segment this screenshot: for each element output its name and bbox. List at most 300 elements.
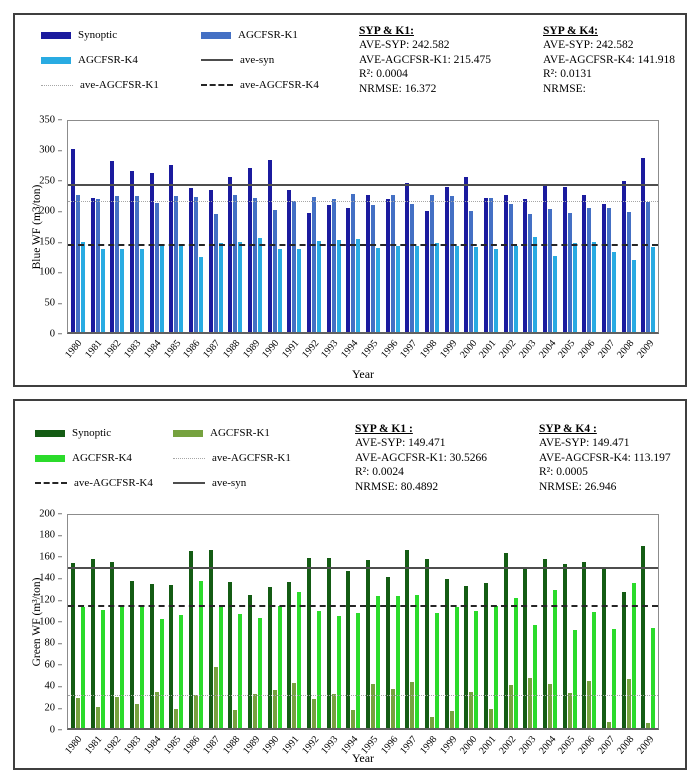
x-tick-label: 1996 — [378, 338, 401, 361]
x-tick-label: 2008 — [615, 338, 637, 361]
y-tick-label: 50 — [44, 297, 55, 309]
stats-line: R²: 0.0005 — [539, 466, 588, 478]
stats-line: AVE-SYP: 149.471 — [539, 437, 630, 449]
bar-agcfsr-k4-2000 — [474, 247, 478, 332]
bar-group-1983 — [127, 121, 147, 332]
bar-group-2001 — [481, 515, 501, 728]
stats-line: R²: 0.0024 — [355, 466, 404, 478]
bar-agcfsr-k4-1999 — [455, 246, 459, 332]
x-tick-label: 2004 — [536, 734, 558, 757]
bar-group-1997 — [402, 515, 422, 728]
x-tick-label: 1985 — [161, 338, 183, 361]
legend-swatch-agcfsr-k4 — [35, 455, 65, 462]
bar-group-2005 — [560, 121, 580, 332]
bar-group-1996 — [383, 121, 403, 332]
bar-agcfsr-k1-1981 — [96, 199, 100, 332]
bar-agcfsr-k4-1994 — [356, 613, 360, 728]
bar-agcfsr-k1-2007 — [607, 208, 611, 332]
bar-agcfsr-k1-2002 — [509, 685, 513, 728]
legend-line-ave-agcfsr-k1 — [41, 85, 73, 86]
bar-group-2009 — [638, 121, 658, 332]
legend-label: ave-AGCFSR-K1 — [80, 79, 159, 91]
bar-agcfsr-k4-1988 — [238, 614, 242, 728]
bar-agcfsr-k1-2005 — [568, 693, 572, 728]
bar-synoptic-2008 — [622, 592, 626, 728]
bar-group-1992 — [304, 121, 324, 332]
bar-agcfsr-k4-1981 — [101, 249, 105, 332]
stats-line: AVE-AGCFSR-K1: 30.5266 — [355, 451, 488, 464]
bar-synoptic-1989 — [248, 168, 252, 332]
y-tick-label: 250 — [39, 174, 55, 186]
bar-group-1986 — [186, 121, 206, 332]
x-tick-label: 1994 — [339, 338, 361, 361]
legend-label: ave-AGCFSR-K1 — [212, 452, 291, 464]
x-tick-label: 1995 — [359, 338, 381, 361]
bar-agcfsr-k4-2006 — [592, 612, 596, 728]
bar-agcfsr-k1-1986 — [194, 695, 198, 728]
bar-synoptic-2004 — [543, 186, 547, 332]
bar-synoptic-1982 — [110, 161, 114, 332]
x-tick-label: 1997 — [398, 734, 420, 757]
stats-line: R²: 0.0004 — [359, 68, 408, 80]
bar-synoptic-1991 — [287, 582, 291, 728]
bar-synoptic-1987 — [209, 190, 213, 332]
bar-agcfsr-k1-2008 — [627, 679, 631, 728]
x-axis-title: Year — [351, 751, 375, 765]
x-tick-label: 1990 — [260, 734, 282, 757]
bar-agcfsr-k1-1989 — [253, 198, 257, 332]
bar-agcfsr-k4-1998 — [435, 613, 439, 728]
y-tick-label: 80 — [44, 637, 55, 649]
x-tick-label: 2001 — [477, 338, 499, 361]
refline-ave-syn — [68, 567, 658, 569]
bar-agcfsr-k4-1999 — [455, 607, 459, 728]
bar-agcfsr-k1-2003 — [528, 678, 532, 728]
bar-agcfsr-k4-1992 — [317, 611, 321, 728]
bar-agcfsr-k1-1999 — [450, 711, 454, 728]
bar-agcfsr-k4-2000 — [474, 611, 478, 728]
x-axis-labels — [63, 334, 659, 368]
bar-agcfsr-k1-1984 — [155, 692, 159, 728]
bar-agcfsr-k4-2009 — [651, 247, 655, 332]
x-tick-label: 1985 — [161, 734, 183, 757]
stats-block — [543, 25, 700, 96]
bar-agcfsr-k4-1982 — [120, 607, 124, 728]
stats-line: NRMSE: — [543, 82, 586, 95]
legend-label: AGCFSR-K4 — [72, 452, 132, 464]
bar-agcfsr-k1-1980 — [76, 195, 80, 332]
bar-group-1998 — [422, 515, 442, 728]
bar-group-2008 — [619, 515, 639, 728]
bar-group-1983 — [127, 515, 147, 728]
bar-synoptic-2000 — [464, 586, 468, 728]
bar-synoptic-1983 — [130, 171, 134, 332]
bar-synoptic-1995 — [366, 195, 370, 332]
x-tick-label: 1986 — [181, 734, 203, 757]
bar-agcfsr-k1-2004 — [548, 209, 552, 332]
bar-group-2007 — [599, 515, 619, 728]
stats-title: SYP & K1 : — [355, 423, 413, 435]
legend-item — [41, 54, 191, 66]
bar-agcfsr-k1-2003 — [528, 214, 532, 332]
bar-group-2005 — [560, 515, 580, 728]
x-tick-label: 1983 — [122, 734, 144, 757]
y-tick-label: 150 — [39, 236, 55, 248]
legend-item — [201, 54, 351, 66]
x-tick-label: 2003 — [516, 734, 539, 757]
bar-agcfsr-k1-2009 — [646, 202, 650, 332]
bar-group-1990 — [265, 121, 285, 332]
legend-label: Synoptic — [78, 29, 118, 41]
blue-wf-chart-panel — [13, 13, 687, 387]
bar-agcfsr-k4-1984 — [160, 244, 164, 332]
bar-group-1987 — [206, 515, 226, 728]
bar-synoptic-1985 — [169, 165, 173, 332]
x-tick-label: 2008 — [615, 734, 637, 757]
stats-line: AVE-AGCFSR-K4: 113.197 — [539, 451, 671, 464]
legend-label: AGCFSR-K1 — [238, 29, 298, 41]
bar-agcfsr-k1-1993 — [332, 199, 336, 332]
bar-group-2000 — [461, 121, 481, 332]
legend-label: AGCFSR-K1 — [210, 427, 270, 439]
bar-synoptic-1994 — [346, 571, 350, 728]
x-tick-label: 2003 — [516, 338, 539, 361]
bar-synoptic-1992 — [307, 213, 311, 332]
x-tick-label: 2005 — [556, 734, 578, 757]
stats — [359, 25, 700, 96]
bar-synoptic-2004 — [543, 559, 547, 728]
y-tick-label: 60 — [44, 658, 55, 670]
legend-item — [35, 427, 163, 439]
legend-line-ave-syn — [201, 59, 233, 61]
bar-synoptic-2009 — [641, 546, 645, 728]
x-tick-label: 1998 — [418, 734, 440, 757]
refline-ave-AGCFSR-K1 — [68, 201, 658, 202]
refline-ave-AGCFSR-K1 — [68, 695, 658, 696]
stats-title: SYP & K4 : — [539, 423, 597, 435]
stats-line: AVE-SYP: 149.471 — [355, 437, 446, 449]
x-tick-label: 1981 — [82, 338, 105, 361]
bar-synoptic-1994 — [346, 208, 350, 332]
bar-agcfsr-k4-1996 — [396, 246, 400, 332]
bar-agcfsr-k4-1991 — [297, 592, 301, 728]
bar-synoptic-1980 — [71, 563, 75, 728]
y-tick-label: 160 — [39, 550, 55, 562]
bar-group-2004 — [540, 515, 560, 728]
bar-agcfsr-k4-1995 — [376, 596, 380, 728]
bar-agcfsr-k4-1980 — [81, 242, 85, 332]
bar-agcfsr-k4-1997 — [415, 595, 419, 728]
bar-synoptic-1984 — [150, 173, 154, 332]
chart-area — [39, 507, 659, 757]
bar-synoptic-1993 — [327, 205, 331, 332]
plot-area — [67, 514, 659, 730]
legend-swatch-agcfsr-k1 — [173, 430, 203, 437]
bar-agcfsr-k1-2004 — [548, 684, 552, 728]
y-tick-label: 200 — [39, 205, 55, 217]
bar-agcfsr-k1-1981 — [96, 707, 100, 728]
x-tick-label: 2009 — [635, 338, 657, 361]
bar-agcfsr-k4-1996 — [396, 596, 400, 728]
bar-agcfsr-k1-1991 — [292, 683, 296, 728]
x-tick-label: 1989 — [240, 734, 262, 757]
bar-group-1995 — [363, 121, 383, 332]
plot-area — [67, 120, 659, 334]
stats-line: AVE-SYP: 242.582 — [359, 39, 450, 51]
bar-group-1989 — [245, 121, 265, 332]
x-tick-label: 2002 — [497, 734, 519, 757]
bar-agcfsr-k1-2009 — [646, 723, 650, 728]
bar-agcfsr-k1-1982 — [115, 697, 119, 728]
legend-line-ave-agcfsr-k1 — [173, 458, 205, 459]
x-tick-label: 1988 — [220, 734, 243, 757]
bar-synoptic-2007 — [602, 568, 606, 728]
bar-agcfsr-k4-1993 — [337, 616, 341, 728]
y-tick-label: 180 — [39, 529, 55, 541]
bar-synoptic-2005 — [563, 187, 567, 332]
bar-agcfsr-k1-1994 — [351, 194, 355, 332]
legend-item — [41, 79, 191, 91]
bar-agcfsr-k1-1995 — [371, 205, 375, 332]
bar-agcfsr-k4-1983 — [140, 249, 144, 332]
bar-group-2003 — [520, 121, 540, 332]
legend-item — [173, 452, 323, 464]
legend — [35, 427, 323, 489]
stats — [355, 423, 700, 494]
bar-agcfsr-k4-2001 — [494, 249, 498, 332]
bar-agcfsr-k4-1980 — [81, 607, 85, 728]
bar-synoptic-1980 — [71, 149, 75, 332]
bar-synoptic-1986 — [189, 551, 193, 728]
x-tick-label: 1991 — [280, 734, 302, 757]
bar-agcfsr-k4-2003 — [533, 237, 537, 332]
bar-agcfsr-k4-2009 — [651, 628, 655, 728]
bar-agcfsr-k1-2005 — [568, 213, 572, 332]
bar-group-1997 — [402, 121, 422, 332]
bar-agcfsr-k1-1997 — [410, 204, 414, 332]
y-tick-label: 20 — [44, 702, 55, 714]
y-tick-label: 100 — [39, 615, 55, 627]
bar-agcfsr-k1-1989 — [253, 694, 257, 728]
bar-agcfsr-k1-2000 — [469, 211, 473, 332]
bar-synoptic-1986 — [189, 188, 193, 332]
bar-synoptic-1996 — [386, 199, 390, 332]
x-tick-label: 2006 — [576, 338, 598, 361]
bar-group-1987 — [206, 121, 226, 332]
x-tick-label: 1980 — [63, 734, 85, 757]
bar-agcfsr-k4-1989 — [258, 618, 262, 728]
y-tick-label: 350 — [39, 113, 55, 125]
bar-synoptic-1998 — [425, 211, 429, 332]
bar-agcfsr-k4-1987 — [219, 243, 223, 332]
bar-group-1984 — [147, 121, 167, 332]
bar-agcfsr-k1-2007 — [607, 722, 611, 728]
y-axis-title: Blue WF (m3/ton) — [31, 184, 43, 270]
legend-item — [35, 452, 163, 464]
bar-group-1986 — [186, 515, 206, 728]
bar-group-1994 — [343, 515, 363, 728]
bar-agcfsr-k4-1986 — [199, 257, 203, 332]
bar-agcfsr-k4-1987 — [219, 606, 223, 728]
bar-agcfsr-k1-2001 — [489, 198, 493, 332]
bar-agcfsr-k4-1985 — [179, 246, 183, 332]
bar-group-1984 — [147, 515, 167, 728]
bar-agcfsr-k4-2006 — [592, 242, 596, 332]
refline-ave-syn — [68, 184, 658, 186]
bar-synoptic-2003 — [523, 569, 527, 728]
bar-group-1994 — [343, 121, 363, 332]
bar-synoptic-1983 — [130, 581, 134, 728]
bar-synoptic-1990 — [268, 587, 272, 728]
legend-label: ave-syn — [240, 54, 275, 66]
bar-synoptic-1991 — [287, 190, 291, 332]
x-tick-label: 2007 — [595, 338, 618, 361]
bar-agcfsr-k1-2006 — [587, 681, 591, 728]
bar-synoptic-1987 — [209, 550, 213, 728]
x-tick-label: 1982 — [102, 338, 124, 361]
bar-group-1991 — [284, 121, 304, 332]
x-tick-label: 1983 — [122, 338, 144, 361]
x-tick-label: 1980 — [63, 338, 85, 361]
bar-agcfsr-k4-1984 — [160, 619, 164, 728]
bar-agcfsr-k1-2006 — [587, 208, 591, 332]
legend-swatch-agcfsr-k1 — [201, 32, 231, 39]
bar-synoptic-2005 — [563, 564, 567, 728]
bar-agcfsr-k4-1989 — [258, 238, 262, 332]
legend-item — [173, 427, 323, 439]
x-tick-label: 1984 — [141, 734, 164, 757]
bar-agcfsr-k4-2002 — [514, 598, 518, 728]
x-tick-label: 1989 — [240, 338, 262, 361]
stats-title: SYP & K1: — [359, 25, 414, 37]
bar-agcfsr-k4-2005 — [573, 630, 577, 728]
bar-agcfsr-k4-1992 — [317, 241, 321, 332]
bar-group-1989 — [245, 515, 265, 728]
bar-agcfsr-k1-1986 — [194, 197, 198, 332]
y-tick-label: 100 — [39, 266, 55, 278]
y-tick-label: 0 — [49, 723, 55, 735]
bar-agcfsr-k4-2007 — [612, 252, 616, 332]
bar-agcfsr-k4-1982 — [120, 249, 124, 332]
bar-synoptic-1995 — [366, 560, 370, 728]
bar-agcfsr-k1-1980 — [76, 698, 80, 728]
bar-group-1980 — [68, 121, 88, 332]
stats-line: NRMSE: 80.4892 — [355, 480, 439, 493]
bar-group-1991 — [284, 515, 304, 728]
bar-group-2007 — [599, 121, 619, 332]
x-tick-label: 2009 — [635, 734, 657, 757]
bar-agcfsr-k1-1997 — [410, 682, 414, 728]
bar-synoptic-2006 — [582, 562, 586, 728]
bar-agcfsr-k4-2002 — [514, 246, 518, 332]
x-tick-label: 1982 — [102, 734, 124, 757]
bar-group-1999 — [442, 515, 462, 728]
bar-group-1996 — [383, 515, 403, 728]
bar-group-1988 — [225, 121, 245, 332]
bar-group-1982 — [107, 121, 127, 332]
bar-synoptic-2006 — [582, 195, 586, 332]
bar-synoptic-2008 — [622, 181, 626, 332]
bar-group-1999 — [442, 121, 462, 332]
green-wf-chart-panel — [13, 399, 687, 770]
bar-agcfsr-k4-2008 — [632, 260, 636, 332]
bar-agcfsr-k1-1985 — [174, 196, 178, 332]
bar-agcfsr-k1-2000 — [469, 692, 473, 728]
bar-agcfsr-k1-1995 — [371, 684, 375, 728]
x-tick-label: 1999 — [437, 734, 460, 757]
bar-group-1995 — [363, 515, 383, 728]
bar-synoptic-1982 — [110, 562, 114, 728]
bar-agcfsr-k1-1996 — [391, 195, 395, 332]
x-tick-label: 1990 — [260, 338, 282, 361]
bar-synoptic-2002 — [504, 195, 508, 332]
bar-group-2001 — [481, 121, 501, 332]
bar-agcfsr-k1-1991 — [292, 201, 296, 332]
bar-agcfsr-k4-2003 — [533, 625, 537, 728]
legend-label: ave-syn — [212, 477, 247, 489]
bar-groups — [68, 515, 658, 728]
bar-group-1981 — [88, 515, 108, 728]
x-tick-label: 1986 — [181, 338, 203, 361]
bar-agcfsr-k4-2005 — [573, 243, 577, 332]
x-tick-label: 1981 — [82, 734, 105, 757]
x-tick-label: 1997 — [398, 338, 420, 361]
bar-group-1993 — [324, 515, 344, 728]
bar-group-1980 — [68, 515, 88, 728]
y-axis-title: Green WF (m³/ton) — [31, 577, 43, 667]
bar-agcfsr-k1-1983 — [135, 196, 139, 332]
bar-group-1981 — [88, 121, 108, 332]
stats-line: R²: 0.0131 — [543, 68, 592, 80]
legend-line-ave-syn — [173, 482, 205, 484]
bar-group-1990 — [265, 515, 285, 728]
x-tick-label: 1992 — [299, 338, 322, 361]
x-tick-label: 1998 — [418, 338, 440, 361]
bar-synoptic-1996 — [386, 577, 390, 728]
bar-agcfsr-k4-2004 — [553, 256, 557, 332]
stats-title: SYP & K4: — [543, 25, 598, 37]
bar-agcfsr-k4-1985 — [179, 615, 183, 728]
bar-synoptic-1989 — [248, 595, 252, 728]
bar-group-2003 — [520, 515, 540, 728]
legend-label: AGCFSR-K4 — [78, 54, 138, 66]
legend-swatch-synoptic — [35, 430, 65, 437]
bar-group-2002 — [501, 121, 521, 332]
bar-group-1993 — [324, 121, 344, 332]
bar-agcfsr-k4-1981 — [101, 610, 105, 728]
bar-agcfsr-k4-1990 — [278, 606, 282, 728]
legend-item — [201, 29, 351, 41]
x-tick-label: 2005 — [556, 338, 578, 361]
y-axis-ticks — [17, 507, 63, 735]
bar-synoptic-1988 — [228, 582, 232, 728]
bar-synoptic-2007 — [602, 204, 606, 332]
stats-line: AVE-AGCFSR-K4: 141.918 — [543, 53, 676, 66]
bar-synoptic-2001 — [484, 198, 488, 332]
x-axis-title: Year — [351, 367, 375, 381]
bar-synoptic-1999 — [445, 187, 449, 332]
bar-group-2006 — [579, 121, 599, 332]
x-tick-label: 2006 — [576, 734, 598, 757]
bar-synoptic-2002 — [504, 553, 508, 728]
bar-agcfsr-k1-1992 — [312, 699, 316, 728]
y-tick-label: 120 — [39, 594, 55, 606]
x-tick-label: 1993 — [319, 734, 341, 757]
bar-synoptic-1981 — [91, 198, 95, 332]
stats-line: AVE-AGCFSR-K1: 215.475 — [359, 53, 492, 66]
x-tick-label: 1991 — [280, 338, 302, 361]
bar-agcfsr-k1-1998 — [430, 195, 434, 332]
